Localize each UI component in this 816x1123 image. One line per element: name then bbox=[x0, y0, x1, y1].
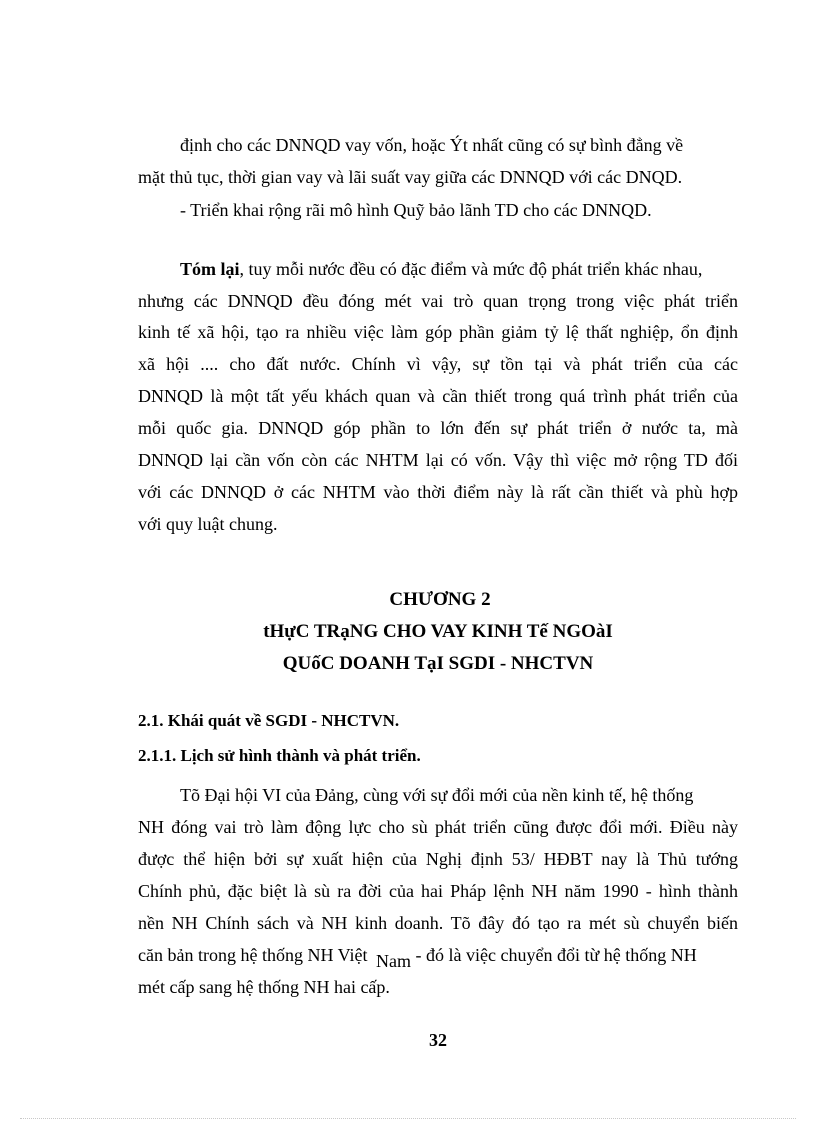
paragraph-line: định cho các DNNQD vay vốn, hoặc Ýt nhất cũng có sự bình đẳng về bbox=[180, 135, 684, 155]
paragraph-line: Tõ Đại hội VI của Đảng, cùng với sự đổi mới của nền kinh tế, hệ thống bbox=[180, 785, 694, 805]
summary-lead: Tóm lại bbox=[180, 259, 240, 279]
paragraph-line bbox=[138, 944, 697, 971]
paragraph-line: xã hội .... cho đất nước. Chính vì vậy, sự tồn tại và phát triển của các bbox=[138, 354, 738, 374]
paragraph-line: DNNQD là một tất yếu khách quan và cần thiết trong quá trình phát triển của bbox=[138, 386, 738, 406]
paragraph-line: mét cấp sang hệ thống NH hai cấp. bbox=[138, 977, 390, 997]
chapter-title-line-1: tHựC TRạNG CHO VAY KINH Tế NGOàI bbox=[263, 621, 613, 642]
paragraph-line: NH đóng vai trò làm động lực cho sù phát triển cũng được đổi mới. Điều này bbox=[138, 817, 738, 837]
chapter-number: CHƯƠNG 2 bbox=[389, 589, 491, 610]
paragraph-line: Chính phủ, đặc biệt là sù ra đời của hai Pháp lệnh NH năm 1990 - hình thành bbox=[138, 881, 738, 901]
page-number: 32 bbox=[429, 1030, 447, 1050]
paragraph-line: kinh tế xã hội, tạo ra nhiều việc làm góp phần giảm tỷ lệ thất nghiệp, ổn định bbox=[138, 322, 738, 342]
chapter-title-line-2: QUốC DOANH TạI SGDI - NHCTVN bbox=[282, 653, 594, 674]
paragraph-line: mỗi quốc gia. DNNQD góp phần to lớn đến sự phát triển ở nước ta, mà bbox=[138, 418, 738, 438]
line-subscript: Nam bbox=[376, 951, 412, 971]
line-part: - đó là việc chuyển đổi từ hệ thống NH bbox=[415, 945, 697, 965]
paragraph-line: với các DNNQD ở các NHTM vào thời điểm này là rất cần thiết và phù hợp bbox=[138, 482, 738, 502]
line-part: căn bản trong hệ thống NH Việt bbox=[138, 945, 368, 965]
paragraph-line: DNNQD lại cần vốn còn các NHTM lại có vốn. Vậy thì việc mở rộng TD đối bbox=[138, 450, 738, 470]
section-heading: 2.1. Khái quát về SGDI - NHCTVN. bbox=[138, 711, 400, 730]
paragraph-line: nền NH Chính sách và NH kinh doanh. Tõ đây đó tạo ra mét sù chuyển biến bbox=[138, 913, 738, 933]
paragraph-line: với quy luật chung. bbox=[138, 514, 278, 534]
summary-first-line bbox=[180, 258, 702, 280]
paragraph-line: - Triển khai rộng rãi mô hình Quỹ bảo lãnh TD cho các DNNQD. bbox=[180, 200, 652, 220]
subsection-heading: 2.1.1. Lịch sử hình thành và phát triển. bbox=[138, 746, 421, 765]
paragraph-line: mặt thủ tục, thời gian vay và lãi suất vay giữa các DNNQD với các DNQD. bbox=[138, 167, 683, 187]
summary-line-rest: , tuy mỗi nước đều có đặc điểm và mức độ phát triển khác nhau, bbox=[239, 259, 703, 279]
paragraph-line: nhưng các DNNQD đều đóng mét vai trò quan trọng trong việc phát triển bbox=[138, 291, 738, 311]
page-footer-divider bbox=[20, 1118, 796, 1119]
paragraph-line: được thể hiện bởi sự xuất hiện của Nghị định 53/ HĐBT nay là Thủ tướng bbox=[138, 849, 738, 869]
